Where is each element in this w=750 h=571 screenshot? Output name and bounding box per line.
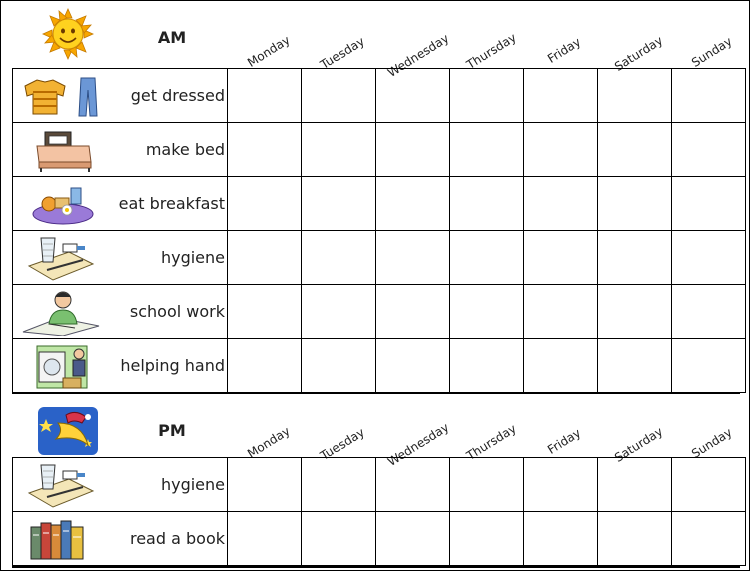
checkbox-cell[interactable] [228, 285, 302, 339]
table-row [13, 339, 746, 393]
checkbox-cell[interactable] [598, 177, 672, 231]
checkbox-cell[interactable] [598, 285, 672, 339]
task-cell [13, 285, 228, 339]
task-cell [13, 69, 228, 123]
checkbox-cell[interactable] [228, 458, 302, 512]
section-divider [12, 392, 740, 394]
table-row [13, 177, 746, 231]
checkbox-cell[interactable] [524, 69, 598, 123]
checkbox-cell[interactable] [228, 69, 302, 123]
checkbox-cell[interactable] [672, 458, 746, 512]
checkbox-cell[interactable] [450, 285, 524, 339]
am-header-row [12, 0, 740, 80]
checkbox-cell[interactable] [228, 123, 302, 177]
checkbox-cell[interactable] [302, 458, 376, 512]
checkbox-cell[interactable] [524, 285, 598, 339]
checkbox-cell[interactable] [228, 231, 302, 285]
am-day-thursday: Thursday [464, 30, 519, 72]
am-task-grid [12, 68, 746, 393]
checkbox-cell[interactable] [302, 285, 376, 339]
checkbox-cell[interactable] [598, 69, 672, 123]
task-label: hygiene [160, 248, 225, 267]
sun-icon [36, 8, 100, 60]
checkbox-cell[interactable] [598, 458, 672, 512]
checkbox-cell[interactable] [376, 231, 450, 285]
table-row [13, 285, 746, 339]
checkbox-cell[interactable] [450, 458, 524, 512]
checkbox-cell[interactable] [376, 177, 450, 231]
checkbox-cell[interactable] [228, 177, 302, 231]
task-label: get dressed [130, 86, 225, 105]
table-row [13, 512, 746, 566]
pm-day-sunday: Sunday [689, 425, 735, 461]
am-day-friday: Friday [545, 34, 584, 66]
checkbox-cell[interactable] [376, 285, 450, 339]
task-label: hygiene [160, 475, 225, 494]
checkbox-cell[interactable] [376, 339, 450, 393]
pm-day-saturday: Saturday [612, 424, 666, 465]
am-day-sunday: Sunday [689, 34, 735, 70]
checkbox-cell[interactable] [672, 512, 746, 566]
am-label: AM [157, 28, 187, 47]
checkbox-cell[interactable] [376, 69, 450, 123]
task-label: school work [129, 302, 225, 321]
checkbox-cell[interactable] [672, 339, 746, 393]
checkbox-cell[interactable] [524, 177, 598, 231]
checkbox-cell[interactable] [302, 177, 376, 231]
checkbox-cell[interactable] [302, 231, 376, 285]
pm-day-thursday: Thursday [464, 421, 519, 463]
pm-task-grid [12, 457, 746, 566]
checkbox-cell[interactable] [672, 123, 746, 177]
checkbox-cell[interactable] [302, 339, 376, 393]
toothbrush-icon [19, 234, 105, 282]
clothes-icon [19, 72, 105, 120]
checkbox-cell[interactable] [524, 231, 598, 285]
toothbrush-icon [19, 461, 105, 509]
checkbox-cell[interactable] [450, 339, 524, 393]
am-day-saturday: Saturday [612, 33, 666, 74]
moon-icon [36, 405, 100, 457]
pm-header-row [12, 397, 740, 469]
pm-label: PM [158, 421, 186, 440]
checkbox-cell[interactable] [450, 69, 524, 123]
task-label: make bed [145, 140, 225, 159]
task-cell [13, 123, 228, 177]
am-day-tuesday: Tuesday [318, 34, 367, 72]
checkbox-cell[interactable] [524, 123, 598, 177]
checkbox-cell[interactable] [376, 512, 450, 566]
task-cell [13, 177, 228, 231]
checkbox-cell[interactable] [228, 339, 302, 393]
am-day-monday: Monday [245, 32, 293, 70]
laundry-icon [19, 342, 105, 390]
checkbox-cell[interactable] [672, 69, 746, 123]
am-day-wednesday: Wednesday [385, 31, 452, 80]
checkbox-cell[interactable] [376, 123, 450, 177]
table-row [13, 123, 746, 177]
bottom-border [12, 566, 740, 568]
checkbox-cell[interactable] [450, 231, 524, 285]
checkbox-cell[interactable] [302, 69, 376, 123]
checkbox-cell[interactable] [302, 512, 376, 566]
task-label: eat breakfast [118, 194, 225, 213]
bed-icon [19, 126, 105, 174]
table-row [13, 69, 746, 123]
checkbox-cell[interactable] [228, 512, 302, 566]
checkbox-cell[interactable] [450, 123, 524, 177]
checkbox-cell[interactable] [598, 512, 672, 566]
pm-day-monday: Monday [245, 423, 293, 461]
task-cell [13, 512, 228, 566]
checkbox-cell[interactable] [672, 231, 746, 285]
checkbox-cell[interactable] [672, 285, 746, 339]
pm-day-wednesday: Wednesday [385, 420, 452, 469]
books-icon [19, 515, 105, 563]
checkbox-cell[interactable] [598, 339, 672, 393]
am-section [12, 0, 740, 393]
task-cell [13, 339, 228, 393]
pm-section [12, 397, 740, 569]
checkbox-cell[interactable] [524, 339, 598, 393]
checkbox-cell[interactable] [672, 177, 746, 231]
checkbox-cell[interactable] [524, 458, 598, 512]
task-label: helping hand [120, 356, 225, 375]
task-cell [13, 458, 228, 512]
checkbox-cell[interactable] [598, 231, 672, 285]
table-row [13, 231, 746, 285]
task-label: read a book [129, 529, 225, 548]
pm-day-friday: Friday [545, 425, 584, 457]
checkbox-cell[interactable] [598, 123, 672, 177]
student-icon [19, 288, 105, 336]
checkbox-cell[interactable] [450, 177, 524, 231]
task-cell [13, 231, 228, 285]
table-row [13, 458, 746, 512]
checkbox-cell[interactable] [524, 512, 598, 566]
checkbox-cell[interactable] [450, 512, 524, 566]
breakfast-icon [19, 180, 105, 228]
pm-day-tuesday: Tuesday [318, 425, 367, 463]
checkbox-cell[interactable] [376, 458, 450, 512]
checkbox-cell[interactable] [302, 123, 376, 177]
